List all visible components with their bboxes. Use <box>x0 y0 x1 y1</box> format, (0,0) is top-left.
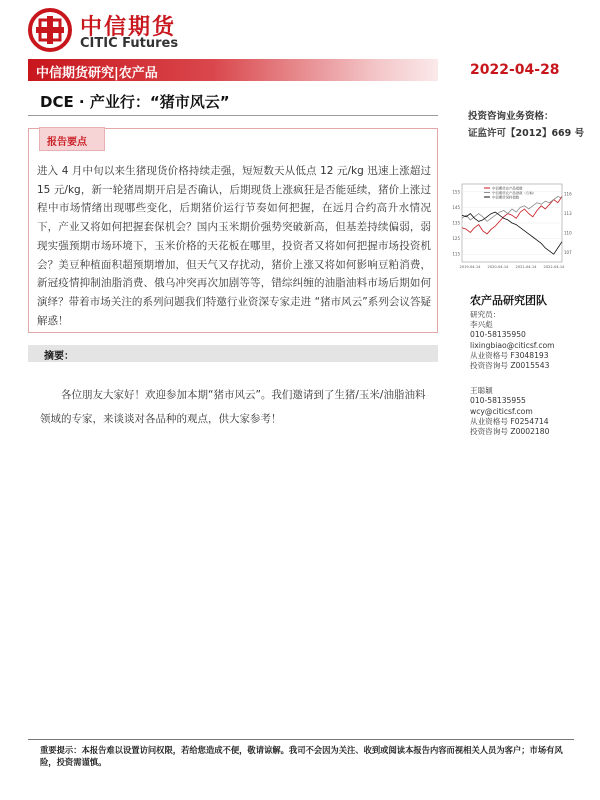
member-license-2: 投资咨询号 Z0002180 <box>470 427 550 437</box>
title-divider <box>28 115 438 116</box>
chart-x-tick: 2021-04-14 <box>515 265 537 269</box>
chart-y-right-tick: 107 <box>564 249 572 255</box>
index-line-chart <box>448 178 576 274</box>
summary-tab <box>39 127 105 151</box>
member-email[interactable]: lixingbiao@citicsf.com <box>470 340 555 350</box>
member-license-1: 从业资格号 F0254714 <box>470 416 549 426</box>
abstract-bar <box>28 345 438 362</box>
logo-name-cn: 中信期货 <box>80 15 177 40</box>
chart-x-tick: 2020-04-14 <box>487 265 509 269</box>
chart-y-right-tick: 110 <box>564 230 572 236</box>
abstract-text: 各位朋友大家好！欢迎参加本期“猪市风云”。我们邀请到了生猪/玉米/油脂油料领域的专家，来谈谈对各品种的观点，供大家参考！ <box>40 389 426 425</box>
chart-y-left-tick: 135 <box>452 220 460 226</box>
member-name: 李兴彪 <box>470 320 493 330</box>
chart-x-tick: 2019-04-14 <box>459 265 481 269</box>
member-license-1: 从业资格号 F3048193 <box>470 350 549 360</box>
chart-legend-label: 中信期货农产品指数（右轴） <box>492 190 537 195</box>
member-email[interactable]: wcy@citicsf.com <box>470 406 533 416</box>
footer-divider <box>28 739 574 740</box>
chart-y-left-tick: 155 <box>452 189 460 195</box>
chart-x-tick: 2022-04-14 <box>543 265 565 269</box>
researcher-label: 研究员： <box>470 310 501 319</box>
chart-y-left-tick: 125 <box>452 236 460 242</box>
report-date: 2022-04-28 <box>470 62 560 78</box>
member-phone: 010-58135950 <box>470 330 526 340</box>
abstract-label: 摘要： <box>44 351 74 362</box>
chart-y-left-tick: 115 <box>452 251 460 257</box>
footer-notice: 重要提示：本报告难以设置访问权限，若给您造成不便，敬请谅解。我司不会因为关注、收到或阅读本报告内容而视相关人员为客户；市场有风险，投资需谨慎。 <box>40 745 563 767</box>
chart-legend-label: 中信期货农产品指数 <box>492 186 523 191</box>
summary-label: 报告要点 <box>47 137 87 148</box>
qualification-line-2: 证监许可【2012】669 号 <box>468 128 585 139</box>
chart-y-right-tick: 113 <box>564 210 572 216</box>
qualification-line-1: 投资咨询业务资格： <box>468 111 554 122</box>
report-title: DCE · 产业行：“猪市风云” <box>40 93 230 111</box>
team-member <box>470 386 555 437</box>
citic-logo-icon <box>28 8 72 52</box>
logo-name-en: CITIC Futures <box>80 36 179 51</box>
chart-y-right-tick: 116 <box>564 191 572 197</box>
member-name: 王聪颖 <box>470 386 493 396</box>
series-banner <box>28 59 438 81</box>
team-title: 农产品研究团队 <box>470 294 547 307</box>
member-license-2: 投资咨询号 Z0015543 <box>470 361 550 371</box>
team-list <box>470 310 555 452</box>
report-summary-box <box>28 128 438 333</box>
member-phone: 010-58135955 <box>470 396 526 406</box>
team-member <box>470 320 555 371</box>
series-label: 中信期货研究|农产品 <box>36 66 158 81</box>
chart-y-left-tick: 145 <box>452 204 460 210</box>
company-logo <box>28 8 228 52</box>
chart-legend-label: 中信期货饲料指数 <box>492 195 520 200</box>
qualification-block <box>468 108 584 142</box>
summary-text: 进入 4 月中旬以来生猪现货价格持续走强，短短数天从低点 12 元/kg 迅速上涨超过 15 元/kg，新一轮猪周期开启是否确认，后期现货上涨疯狂是否能延续，猪价上涨过程中市场情绪出现哪些变化，后期猪价运行节奏如何把握，在远月合约高升水情况下，产业又将如何把握套保机会？国内玉米期价强势突破新高，但基差持续偏弱，弱现实强预期市场环境下，玉米价格的天花板在哪里，投资者又将如何把握市场投资机会？美豆种植面积超预期增加，但天气又存扰动，猪价上涨又将如何影响豆粕消费，新冠疫情抑制油脂消费、俄乌冲突再次加剧等等，错综纠缠的油脂油料市场后期如何演绎？带着市场关注的系列问题我们特邀行业资深专家走进 “猪市风云”系列会议答疑解惑！ <box>37 165 431 327</box>
